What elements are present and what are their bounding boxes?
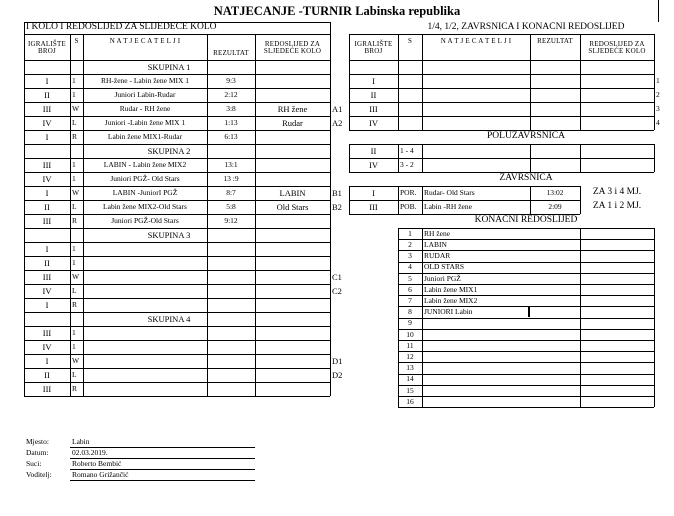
match-slot: W <box>72 272 80 282</box>
court-number: I <box>45 243 49 254</box>
grid-line-h <box>349 60 654 61</box>
rank-position: 16 <box>406 396 414 406</box>
grid-line-v <box>398 34 399 130</box>
match-result: 1:13 <box>224 118 238 128</box>
semi-pairing: 1 - 4 <box>400 146 414 156</box>
info-value: 02.03.2019. <box>72 447 108 457</box>
grid-line-v <box>398 186 399 214</box>
match-slot: W <box>72 188 80 198</box>
court-number: I <box>45 131 49 142</box>
court-number: IV <box>42 285 52 296</box>
group-title: SKUPINA 3 <box>147 229 191 240</box>
grid-line-v <box>580 228 581 407</box>
rank-team: Labin žene MIX1 <box>424 284 478 294</box>
match-slot: R <box>72 132 78 142</box>
match-teams: LABIN - Labin žene MIX2 <box>103 160 187 170</box>
rank-position: 11 <box>406 340 414 350</box>
match-result: 2:09 <box>548 202 562 212</box>
grid-line-v <box>349 34 350 130</box>
rank-position: 15 <box>406 385 414 395</box>
rank-team <box>422 351 580 362</box>
court-number: III <box>42 103 52 114</box>
match-slot: W <box>72 104 80 114</box>
grid-line-v <box>580 186 581 214</box>
rank-team: Labin žene MIX2 <box>424 296 478 306</box>
match-slot: 1 <box>72 160 76 170</box>
court-number: I <box>45 299 49 310</box>
rank-position: 7 <box>408 296 412 306</box>
match-result <box>207 368 255 382</box>
advance-code <box>330 326 346 340</box>
match-result: 9:12 <box>224 216 238 226</box>
match-result: 13:1 <box>224 160 238 170</box>
group-title: SKUPINA 2 <box>147 145 191 156</box>
match-result: 6:13 <box>224 132 238 142</box>
advance-code <box>330 382 346 396</box>
match-teams: Rudar- Old Stars <box>424 188 475 198</box>
match-teams: Labin -RH žene <box>424 202 472 212</box>
next-round-team <box>255 270 330 284</box>
col-head-teams: N A T J E C A T E L J I <box>440 37 512 45</box>
rank-position: 2 <box>408 240 412 250</box>
match-teams: Rudar - RH žene <box>119 104 171 114</box>
court-number: III <box>42 159 52 170</box>
grid-line-v <box>580 34 581 130</box>
info-label: Datum: <box>26 447 49 457</box>
advance-code <box>330 298 346 312</box>
court-number: III <box>42 383 52 394</box>
rank-position: 13 <box>406 363 414 373</box>
final-slot: POR. <box>400 188 417 198</box>
match-teams <box>83 326 207 340</box>
match-teams <box>83 354 207 368</box>
rank-team: Juniori PGŽ <box>424 273 461 283</box>
semi-title: POLUZAVRŠNICA <box>487 131 565 142</box>
rank-position: 1 <box>408 228 412 238</box>
rank-position: 14 <box>406 374 414 384</box>
grid-line-h <box>70 480 255 481</box>
next-round-team <box>255 340 330 354</box>
grid-line-v <box>255 34 256 396</box>
match-slot: 1 <box>72 342 76 352</box>
next-round-team <box>255 88 330 102</box>
col-head-rezultat: REZULTAT <box>537 37 573 45</box>
rank-team <box>422 318 580 329</box>
match-result <box>207 354 255 368</box>
advance-code: C2 <box>332 285 342 296</box>
advance-code <box>330 214 346 228</box>
match-slot: R <box>72 384 78 394</box>
next-round-team <box>255 298 330 312</box>
grid-line-h <box>398 407 654 408</box>
rank-team: RUDAR <box>424 251 451 261</box>
next-round-team: LABIN <box>279 187 306 198</box>
court-number: II <box>370 89 377 100</box>
grid-line-h <box>24 22 330 23</box>
court-number: IV <box>42 341 52 352</box>
match-result: 2:12 <box>224 90 238 100</box>
col-head-s: S <box>407 37 413 45</box>
court-number: II <box>44 201 50 212</box>
rank-position: 6 <box>408 284 412 294</box>
match-slot: 1 <box>72 174 76 184</box>
next-round-team: Old Stars <box>276 201 309 212</box>
grid-line-v <box>530 34 531 130</box>
right-section-header: 1/4, 1/2, ZAVRŠNICA I KONAČNI REDOSLIJED <box>427 22 625 33</box>
court-number: IV <box>42 173 52 184</box>
court-number: II <box>44 257 50 268</box>
next-round-team <box>255 158 330 172</box>
court-number: I <box>45 355 49 366</box>
match-teams: Juniori PGŽ- Old Stars <box>110 174 180 184</box>
match-result <box>207 382 255 396</box>
match-result <box>207 284 255 298</box>
grid-line-v <box>530 186 531 214</box>
advance-code: B1 <box>332 187 342 198</box>
rank-team <box>422 374 580 385</box>
match-teams: RH-žene - Labin žene MIX 1 <box>100 76 190 86</box>
match-result: 5:8 <box>226 202 236 212</box>
col-head-next-round: REDOSLIJED ZA SLJEDEĆE KOLO <box>263 39 322 55</box>
advance-code <box>330 130 346 144</box>
grid-line-v <box>658 0 659 22</box>
match-slot: R <box>72 300 78 310</box>
next-round-team <box>255 382 330 396</box>
advance-code: A1 <box>332 103 343 114</box>
match-slot: 1 <box>72 244 76 254</box>
rank-team <box>422 340 580 351</box>
match-slot: 1 <box>72 328 76 338</box>
grid-line-v <box>422 228 423 407</box>
rank-team <box>422 396 580 407</box>
match-teams <box>83 298 207 312</box>
match-teams <box>83 382 207 396</box>
col-head-broj: IGRALIŠTE BROJ <box>354 39 393 55</box>
match-slot: 1 <box>72 76 76 86</box>
grid-line-v <box>398 228 399 407</box>
match-slot: L <box>72 202 77 212</box>
grid-line-v <box>70 34 71 396</box>
rank-position: 5 <box>408 273 412 283</box>
advance-code <box>330 172 346 186</box>
rank-position: 10 <box>406 329 414 339</box>
advance-code <box>330 74 346 88</box>
text-cursor <box>528 307 530 316</box>
info-value: Labin <box>72 436 90 446</box>
match-teams <box>83 340 207 354</box>
rank-team: OLD STARS <box>424 262 465 272</box>
grid-line-v <box>349 144 350 172</box>
edge-number: 1 <box>656 76 660 86</box>
grid-line-v <box>83 34 84 396</box>
rank-team: RH žene <box>424 228 451 238</box>
match-result: 9:3 <box>226 76 236 86</box>
match-slot: 1 <box>72 258 76 268</box>
info-label: Mjesto: <box>26 436 49 446</box>
rank-team <box>422 385 580 396</box>
next-round-team: Rudar <box>282 117 303 128</box>
grid-line-v <box>24 22 25 396</box>
grid-line-v <box>207 34 208 396</box>
court-number: II <box>370 145 377 156</box>
match-result <box>207 298 255 312</box>
col-head-rezultat: REZULTAT <box>213 48 249 57</box>
match-teams <box>83 284 207 298</box>
advance-code <box>330 242 346 256</box>
info-value: Romano Grižančić <box>72 469 129 479</box>
court-number: III <box>42 271 52 282</box>
grid-line-v <box>654 228 655 407</box>
court-number: II <box>44 89 50 100</box>
advance-code: D2 <box>332 369 343 380</box>
match-result: 13:02 <box>546 188 564 198</box>
match-slot: W <box>72 356 80 366</box>
court-number: I <box>372 187 375 198</box>
match-result: 13 :9 <box>223 174 239 184</box>
match-result <box>207 340 255 354</box>
match-result <box>207 326 255 340</box>
court-number: III <box>369 103 378 114</box>
rank-position: 12 <box>406 352 414 362</box>
group-title: SKUPINA 1 <box>147 61 191 72</box>
match-teams: Juniori PGŽ-Old Stars <box>111 216 179 226</box>
next-round-team <box>255 256 330 270</box>
ranking-title: KONAČNI REDOSLIJED <box>474 215 578 226</box>
match-result <box>207 270 255 284</box>
advance-code <box>330 158 346 172</box>
grid-line-v <box>330 22 331 396</box>
match-teams: Juniori -Labin žene MIX 1 <box>104 118 186 128</box>
next-round-team <box>255 74 330 88</box>
grid-line-v <box>422 186 423 214</box>
rank-team <box>422 362 580 373</box>
next-round-team <box>255 284 330 298</box>
rank-position: 8 <box>408 307 412 317</box>
match-teams <box>83 256 207 270</box>
info-label: Voditelj: <box>26 469 52 479</box>
col-head-broj: IGRALIŠTE BROJ <box>28 39 66 55</box>
next-round-team <box>255 354 330 368</box>
group-title: SKUPINA 4 <box>147 313 191 324</box>
match-teams: Labin žene MIX2-Old Stars <box>103 202 187 212</box>
info-value: Roberto Bembić <box>72 458 122 468</box>
final-title: ZAVRŠNICA <box>499 173 553 184</box>
match-teams: LABIN -JuniorI PGŽ <box>112 188 178 198</box>
grid-line-v <box>654 34 655 130</box>
next-round-team <box>255 214 330 228</box>
match-slot: R <box>72 216 78 226</box>
advance-code: D1 <box>332 355 343 366</box>
edge-number: 3 <box>656 104 660 114</box>
match-teams: Labin žene MIX1-Rudar <box>107 132 183 142</box>
match-result: 8:7 <box>226 188 236 198</box>
advance-code: B2 <box>332 201 342 212</box>
grid-line-v <box>349 186 350 214</box>
info-label: Suci: <box>26 458 42 468</box>
court-number: IV <box>42 117 52 128</box>
rank-team <box>422 329 580 340</box>
grid-line-v <box>580 144 581 172</box>
court-number: III <box>42 215 52 226</box>
left-section-header: I KOLO I REDOSLIJED ZA SLIJEDEĆE KOLO <box>26 22 217 33</box>
next-round-team <box>255 242 330 256</box>
next-round-team <box>255 326 330 340</box>
next-round-team: RH žene <box>277 103 308 114</box>
court-number: I <box>45 75 49 86</box>
match-slot: L <box>72 118 77 128</box>
match-teams <box>83 242 207 256</box>
grid-line-v <box>530 144 531 172</box>
court-number: III <box>369 201 378 212</box>
placement-note: ZA 3 i 4 MJ. <box>592 187 642 198</box>
advance-code: C1 <box>332 271 342 282</box>
match-result: 3:8 <box>226 104 236 114</box>
match-teams: Juniori Labin-Rudar <box>114 90 176 100</box>
match-result <box>207 242 255 256</box>
placement-note: ZA 1 i 2 MJ. <box>592 201 642 212</box>
next-round-team <box>255 172 330 186</box>
match-slot: 1 <box>72 90 76 100</box>
match-teams <box>83 270 207 284</box>
match-slot: L <box>72 370 77 380</box>
grid-line-v <box>398 144 399 172</box>
grid-line-h <box>24 396 330 397</box>
rank-team: LABIN <box>424 240 447 250</box>
semi-pairing: 3 - 2 <box>400 160 414 170</box>
court-number: I <box>45 187 49 198</box>
advance-code <box>330 340 346 354</box>
court-number: IV <box>369 159 378 170</box>
grid-line-v <box>654 144 655 172</box>
col-head-next-round: REDOSLIJED ZA SLJEDEĆE KOLO <box>588 39 646 55</box>
court-number: II <box>44 369 50 380</box>
rank-team: JUNIORI Labin <box>424 307 473 317</box>
rank-position: 3 <box>408 251 412 261</box>
match-result <box>207 256 255 270</box>
rank-position: 4 <box>408 262 412 272</box>
advance-code: A2 <box>332 117 343 128</box>
edge-number: 4 <box>656 118 660 128</box>
next-round-team <box>255 130 330 144</box>
match-teams <box>83 368 207 382</box>
rank-position: 9 <box>408 318 412 328</box>
edge-number: 2 <box>656 90 660 100</box>
page-title: NATJECANJE -TURNIR Labinska republika <box>213 4 461 18</box>
grid-line-v <box>422 144 423 172</box>
court-number: III <box>42 327 52 338</box>
final-slot: POB. <box>400 202 417 212</box>
court-number: I <box>372 75 375 86</box>
next-round-team <box>255 368 330 382</box>
match-slot: L <box>72 286 77 296</box>
court-number: IV <box>369 117 378 128</box>
advance-code <box>330 88 346 102</box>
advance-code <box>330 256 346 270</box>
col-head-s: S <box>74 37 79 45</box>
grid-line-v <box>422 34 423 130</box>
col-head-teams: N A T J E C A T E L J I <box>109 37 181 45</box>
